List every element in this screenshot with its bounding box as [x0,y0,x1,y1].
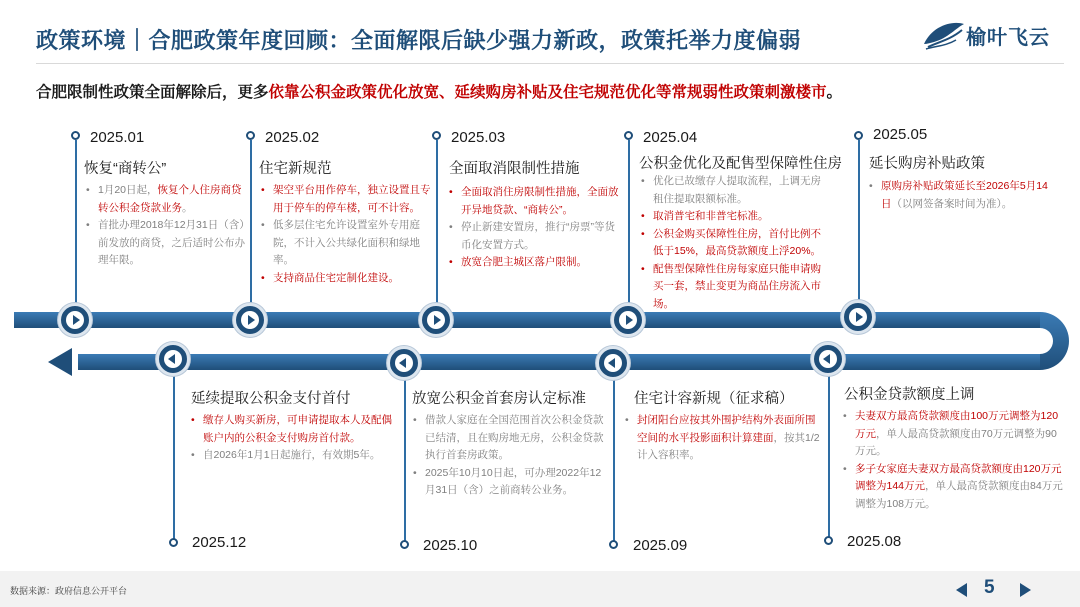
milestone-details [84,182,250,270]
timeline-dot [609,540,618,549]
play-right-icon [841,300,875,334]
connector-line [858,140,860,312]
play-right-icon [419,303,453,337]
play-right-icon [58,303,92,337]
milestone-date: 2025.08 [847,533,902,550]
milestone-date: 2025.10 [423,537,478,554]
summary-highlight: 依靠公积金政策优化放宽、延续购房补贴及住宅规范优化等常规弱性政策刺激楼市 [268,84,827,101]
milestone-heading: 延续提取公积金支付首付 [191,391,351,407]
detail-item: • 放宽合肥主城区落户限制。 [447,254,623,272]
header-divider [36,63,1064,64]
milestone-date: 2025.05 [873,126,928,143]
timeline-dot [246,131,255,140]
detail-item: • 封闭阳台应按其外围护结构外表面所围空间的水平投影面积计算建面，按其1/2 计入容积率。 [623,412,821,465]
play-left-icon [811,342,845,376]
detail-item: • 首批办理2018年12月31日（含）前发放的商贷，之后适时公布办理年限。 [84,217,250,270]
detail-item: • 夫妻双方最高贷款额度由100万元调整为120万元，单人最高贷款额度由70万元调整为90万元。 [841,408,1063,461]
milestone-heading: 恢复“商转公” [84,161,167,177]
milestone-heading: 放宽公积金首套房认定标准 [412,391,586,407]
milestone-heading: 延长购房补贴政策 [869,156,985,172]
milestone-date: 2025.12 [192,534,247,551]
summary-suffix: 。 [826,84,843,101]
milestone-date: 2025.01 [90,129,145,146]
connector-line [173,372,175,540]
detail-item: • 低多层住宅允许设置室外专用庭院，不计入公共绿化面积和绿地率。 [259,217,437,270]
logo-text: 榆叶飞云 [966,27,1050,49]
page-title: 政策环境｜合肥政策年度回顾：全面解限后缺少强力新政，政策托举力度偏弱 [36,28,802,53]
connector-line [628,140,630,312]
timeline-dot [624,131,633,140]
detail-item: • 1月20日起，恢复个人住房商贷转公积金贷款业务。 [84,182,250,217]
milestone-heading: 公积金优化及配售型保障性住房 [639,156,842,172]
timeline-dot [432,131,441,140]
milestone-details [259,182,437,287]
milestone-date: 2025.03 [451,129,506,146]
milestone-heading: 全面取消限制性措施 [449,161,580,177]
timeline-dot [854,131,863,140]
summary-text [36,80,842,102]
detail-item: • 原购房补贴政策延长至2026年5月14日（以网签备案时间为准）。 [867,178,1057,213]
connector-line [75,140,77,312]
milestone-heading: 住宅新规范 [259,161,332,177]
play-left-icon [156,342,190,376]
detail-item: • 2025年10月10日起，可办理2022年12月31日（含）之前商转公业务。 [411,465,607,500]
play-left-icon [596,346,630,380]
milestone-date: 2025.02 [265,129,320,146]
leaf-logo-icon [922,18,966,52]
milestone-details [447,184,623,272]
footer [0,571,1080,607]
milestone-heading: 公积金贷款额度上调 [844,387,975,403]
play-right-icon [611,303,645,337]
page-number: 5 [984,577,995,598]
connector-line [828,372,830,538]
milestone-date: 2025.04 [643,129,698,146]
detail-item: • 借款人家庭在全国范围首次公积金贷款已结清，且在购房地无房，公积金贷款执行首套房政策。 [411,412,607,465]
timeline-dot [169,538,178,547]
connector-line [250,140,252,312]
milestone-details [411,412,607,500]
milestone-details [623,412,821,465]
summary-prefix: 合肥限制性政策全面解除后，更多 [36,84,269,101]
detail-item: • 公积金购买保障性住房，首付比例不低于15%，最高贷款额度上浮20%。 [639,226,827,261]
pager [950,577,1040,601]
next-page-icon[interactable] [1020,583,1031,597]
milestone-details [639,173,827,313]
header [0,0,1080,62]
play-left-icon [387,346,421,380]
connector-line [613,372,615,542]
timeline-dot [71,131,80,140]
logo [922,18,1062,52]
milestone-details [841,408,1063,513]
milestone-details [867,178,1057,213]
detail-item: • 缴存人购买新房，可申请提取本人及配偶账户内的公积金支付购房首付款。 [189,412,401,447]
detail-item: • 支持商品住宅定制化建设。 [259,270,437,288]
detail-item: • 多子女家庭夫妻双方最高贷款额度由120万元调整为144万元，单人最高贷款额度由84万元调整为108万元。 [841,461,1063,514]
previous-page-icon[interactable] [956,583,967,597]
milestone-details [189,412,401,465]
detail-item: • 配售型保障性住房每家庭只能申请购买一套，禁止变更为商品住房流入市场。 [639,261,827,314]
detail-item: • 取消普宅和非普宅标准。 [639,208,827,226]
timeline-dot [400,540,409,549]
milestone-date: 2025.09 [633,537,688,554]
detail-item: • 自2026年1月1日起施行，有效期5年。 [189,447,401,465]
detail-item: • 全面取消住房限制性措施，全面放开异地贷款、“商转公”。 [447,184,623,219]
milestone-heading: 住宅计容新规（征求稿） [634,391,794,407]
detail-item: • 优化已故缴存人提取流程，上调无房租住提取限额标准。 [639,173,827,208]
detail-item: • 架空平台用作停车，独立设置且专用于停车的停车楼，可不计容。 [259,182,437,217]
detail-item: • 停止新建安置房，推行“房票”等货币化安置方式。 [447,219,623,254]
timeline-dot [824,536,833,545]
connector-line [404,372,406,542]
data-source: 数据来源：政府信息公开平台 [10,586,128,596]
play-right-icon [233,303,267,337]
